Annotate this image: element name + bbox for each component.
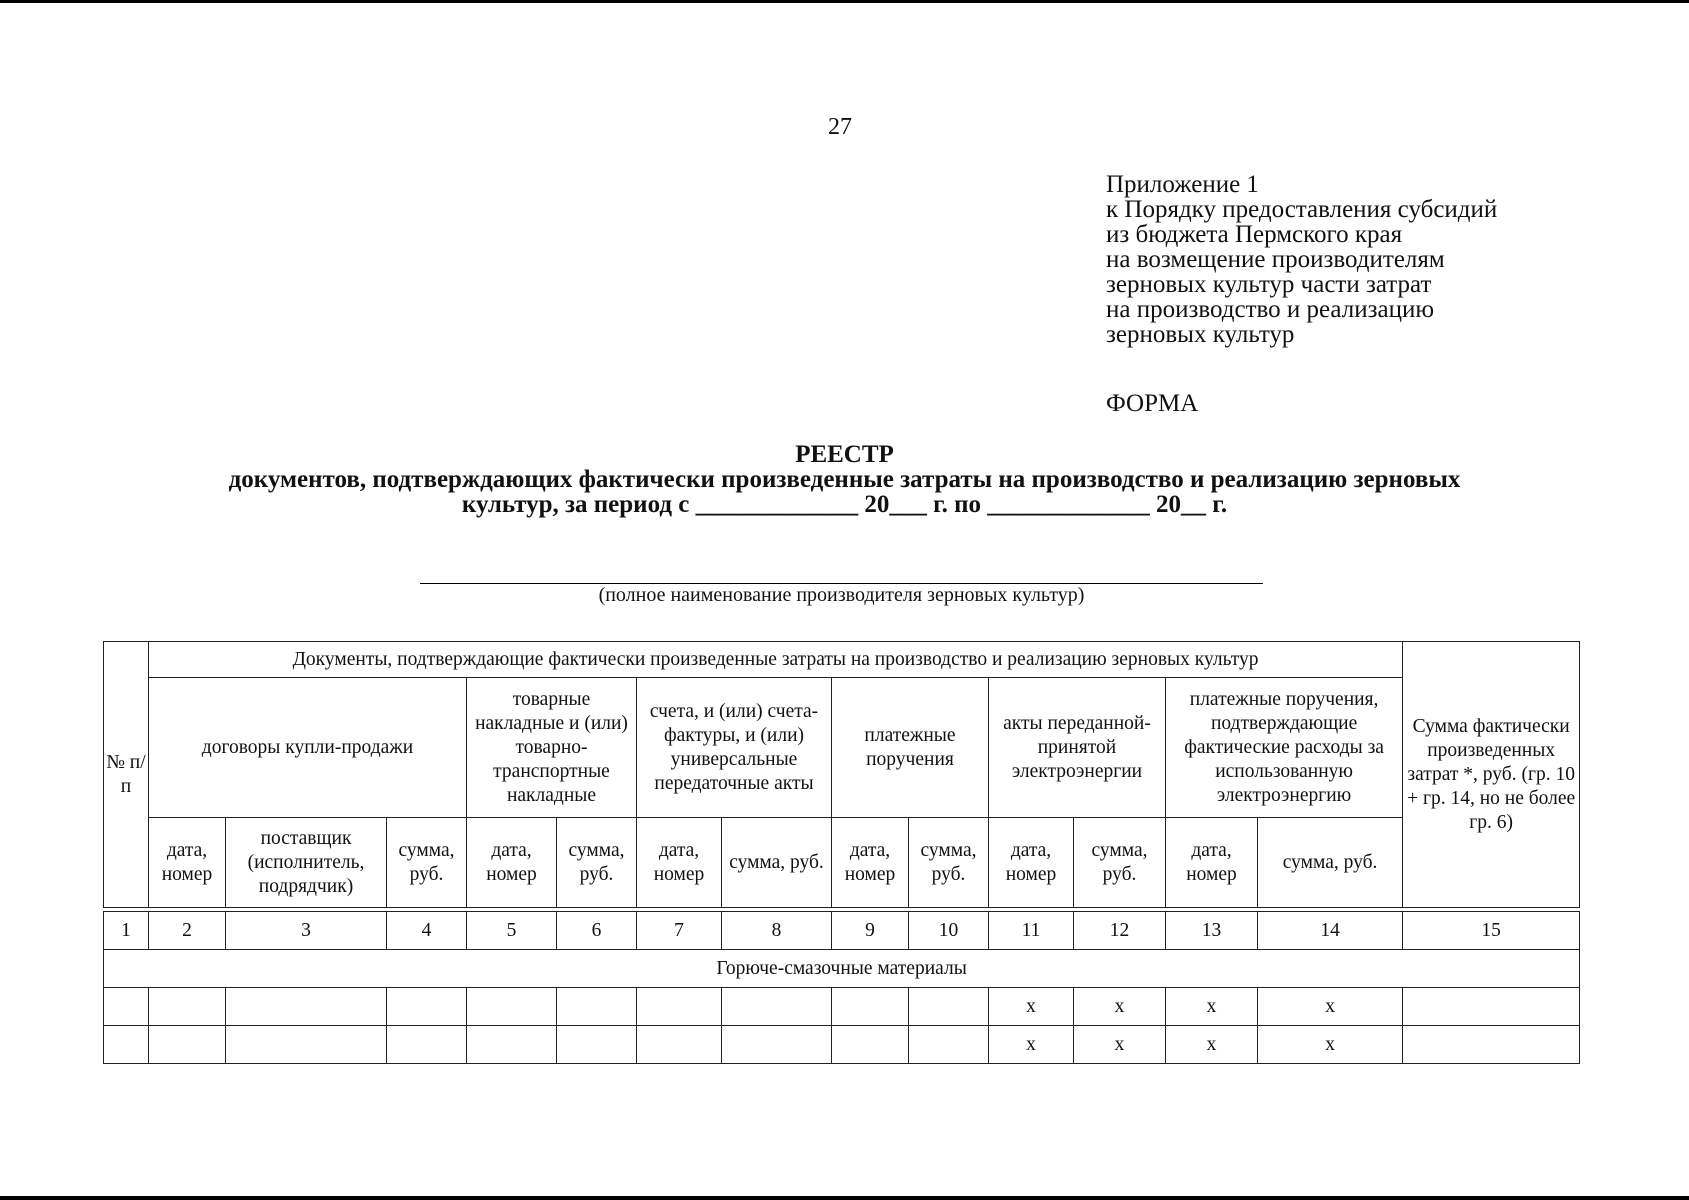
subheader-amount: сумма, руб.: [387, 818, 467, 908]
table-cell: x: [989, 988, 1074, 1026]
table-cell: [1403, 1026, 1580, 1064]
column-number: 5: [467, 912, 557, 950]
appendix-line: зерновых культур: [1106, 321, 1295, 348]
appendix-line: из бюджета Пермского края: [1106, 221, 1403, 248]
column-numbers-row: [104, 912, 1580, 950]
table-cell: [226, 988, 387, 1026]
subheader-amount: сумма, руб.: [722, 818, 832, 908]
form-label: ФОРМА: [1106, 390, 1199, 417]
table-cell: [637, 988, 722, 1026]
table-cell: [387, 988, 467, 1026]
table-cell: [832, 1026, 909, 1064]
table-cell: [467, 988, 557, 1026]
table-cell: x: [1074, 988, 1166, 1026]
subheader-date-number: дата, номер: [467, 818, 557, 908]
column-number: 14: [1258, 912, 1403, 950]
document-title: [0, 442, 1689, 517]
section-row: [104, 950, 1580, 988]
header-payment-orders: платежные поручения: [832, 678, 989, 818]
column-number: 2: [149, 912, 226, 950]
column-number: 9: [832, 912, 909, 950]
appendix-line: зерновых культур части затрат: [1106, 271, 1432, 298]
table-cell: [226, 1026, 387, 1064]
table-cell: [557, 1026, 637, 1064]
page-number: 27: [828, 114, 852, 140]
scan-bottom-edge: [0, 1196, 1689, 1200]
table-cell: [557, 988, 637, 1026]
column-number: 7: [637, 912, 722, 950]
subheader-amount: сумма, руб.: [1258, 818, 1403, 908]
header-purchase-contracts: договоры купли-продажи: [149, 678, 467, 818]
subheader-amount: сумма, руб.: [1074, 818, 1166, 908]
header-documents-group: Документы, подтверждающие фактически произведенные затраты на производство и реализацию зерновых культур: [149, 642, 1403, 678]
table-cell: [149, 988, 226, 1026]
table-row: [104, 988, 1580, 1026]
table-cell: x: [1258, 988, 1403, 1026]
title-line-1: документов, подтверждающих фактически произведенные затраты на производство и реализацию зерновых: [228, 466, 1461, 493]
header-waybills: товарные накладные и (или) товарно-транспортные накладные: [467, 678, 637, 818]
table-row: [104, 1026, 1580, 1064]
table-cell: [722, 1026, 832, 1064]
column-number: 11: [989, 912, 1074, 950]
column-number: 12: [1074, 912, 1166, 950]
table-cell: x: [1074, 1026, 1166, 1064]
register-table: [103, 641, 1580, 1064]
column-number: 4: [387, 912, 467, 950]
table-cell: [722, 988, 832, 1026]
column-number: 15: [1403, 912, 1580, 950]
subheader-date-number: дата, номер: [832, 818, 909, 908]
table-cell: [909, 1026, 989, 1064]
subheader-date-number: дата, номер: [1166, 818, 1258, 908]
table-cell: [832, 988, 909, 1026]
table-cell: [909, 988, 989, 1026]
subheader-date-number: дата, номер: [637, 818, 722, 908]
header-electricity-payments: платежные поручения, подтверждающие фактические расходы за использованную электроэнергию: [1166, 678, 1403, 818]
appendix-line: на производство и реализацию: [1106, 296, 1435, 323]
column-number: 8: [722, 912, 832, 950]
header-electricity-acts: акты переданной-принятой электроэнергии: [989, 678, 1166, 818]
appendix-block: [1106, 172, 1497, 347]
scan-top-edge: [0, 0, 1689, 3]
column-number: 13: [1166, 912, 1258, 950]
column-number: 6: [557, 912, 637, 950]
title-line-2: культур, за период с _____________ 20___ г. по _____________ 20__ г.: [461, 491, 1228, 518]
table-cell: x: [1258, 1026, 1403, 1064]
subheader-amount: сумма, руб.: [909, 818, 989, 908]
subheader-supplier: поставщик (исполнитель, подрядчик): [226, 818, 387, 908]
table-cell: [104, 988, 149, 1026]
title-main: РЕЕСТР: [795, 441, 894, 468]
header-invoices: счета, и (или) счета-фактуры, и (или) универсальные передаточные акты: [637, 678, 832, 818]
subheader-date-number: дата, номер: [989, 818, 1074, 908]
column-number: 1: [104, 912, 149, 950]
subheader-amount: сумма, руб.: [557, 818, 637, 908]
header-total-sum: Сумма фактически произведенных затрат *, руб. (гр. 10 + гр. 14, но не более гр. 6): [1403, 642, 1580, 908]
table-cell: x: [1166, 988, 1258, 1026]
subheader-date-number: дата, номер: [149, 818, 226, 908]
appendix-line: к Порядку предоставления субсидий: [1106, 196, 1498, 223]
column-number: 3: [226, 912, 387, 950]
table-cell: x: [1166, 1026, 1258, 1064]
table-cell: [104, 1026, 149, 1064]
header-row-number: № п/п: [104, 642, 149, 908]
table-cell: [1403, 988, 1580, 1026]
table-cell: [637, 1026, 722, 1064]
table-cell: x: [989, 1026, 1074, 1064]
appendix-line: на возмещение производителям: [1106, 246, 1445, 273]
section-label: Горюче-смазочные материалы: [104, 950, 1580, 988]
table-cell: [387, 1026, 467, 1064]
appendix-line: Приложение 1: [1106, 171, 1259, 198]
table-cell: [467, 1026, 557, 1064]
column-number: 10: [909, 912, 989, 950]
producer-caption: (полное наименование производителя зерновых культур): [598, 584, 1085, 606]
table-cell: [149, 1026, 226, 1064]
